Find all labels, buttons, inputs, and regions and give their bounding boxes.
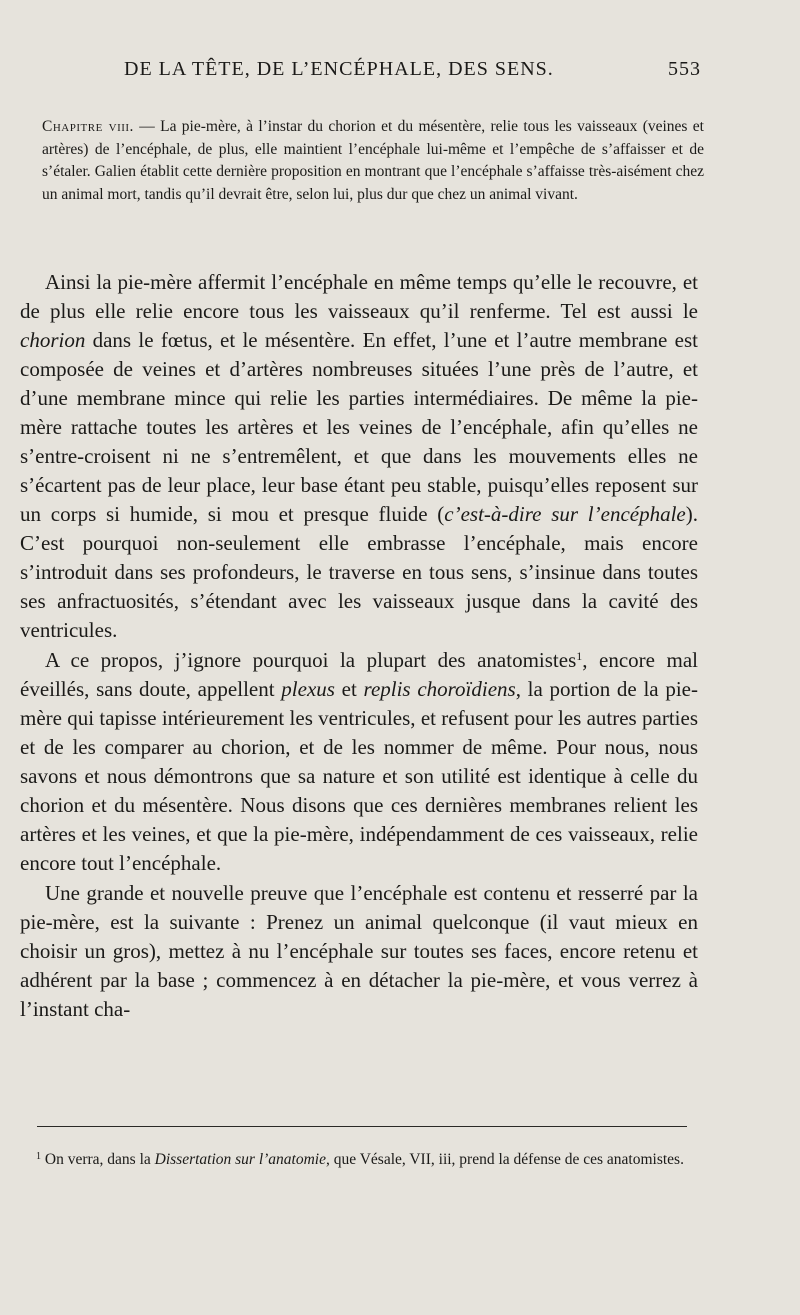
footnote-reference[interactable]: 1 bbox=[576, 649, 583, 663]
paragraph-3: Une grande et nouvelle preuve que l’encéphale est contenu et resserré par la pie-mère, est la suivante : Prenez un animal quelconque (il vaut mieux en choisir un gros), mettez à nu l’encéphale sur toutes ses faces, encore retenu et adhérent par la base ; commencez à en détacher la pie-mère, et vous verrez à l’instant cha- bbox=[20, 881, 698, 1021]
p2-et: et bbox=[334, 677, 364, 701]
running-head bbox=[0, 58, 800, 88]
p1-text-b: dans le fœtus, et le mésentère. En effet, l’une et l’autre membrane est composée de veines et d’artères nombreuses situées l’une près de l’autre, et d’une membrane mince qui relie les parties intermédiaires. De même la pie-mère rattache toutes les artères et les veines de l’encéphale, afin qu’elles ne s’entre-croisent ni ne s’entremêlent, et que dans les mouvements elles ne s’écartent pas de leur place, leur base étant peu stable, puisqu’elles reposent sur un corps si humide, si mou et presque fluide ( bbox=[20, 328, 698, 526]
p1-gloss: c’est-à-dire sur l’encéphale bbox=[444, 502, 686, 526]
footnote-divider bbox=[37, 1126, 687, 1127]
running-title: DE LA TÊTE, DE L’ENCÉPHALE, DES SENS. bbox=[124, 58, 554, 80]
p1-text-a: Ainsi la pie-mère affermit l’encéphale en même temps qu’elle le recouvre, et de plus elle relie encore tous les vaisseaux qu’il renferme. Tel est aussi le bbox=[20, 270, 698, 323]
summary-text: — La pie-mère, à l’instar du chorion et du mésentère, relie tous les vaisseaux (veines et artères) de l’encéphale, de plus, elle maintient l’encéphale lui-même et l’empêche de s’affaisser et de s’étaler. Galien établit cette dernière proposition en montrant que l’encéphale s’affaisse très-aisément chez un animal mort, tandis qu’il devrait être, selon lui, plus dur que chez un animal vivant. bbox=[42, 118, 704, 203]
body-text bbox=[20, 268, 698, 1024]
p2-text-a: A ce propos, j’ignore pourquoi la plupart des anatomistes bbox=[45, 648, 577, 672]
paragraph-2 bbox=[20, 646, 698, 878]
page-number: 553 bbox=[668, 58, 701, 80]
footnote bbox=[36, 1148, 696, 1171]
p2-replis: replis choroïdiens bbox=[363, 677, 516, 701]
p2-plexus: plexus bbox=[281, 677, 335, 701]
p2-text-b: , encore mal éveillés, sans doute, appellent bbox=[20, 648, 698, 701]
footnote-marker: 1 bbox=[36, 1151, 41, 1162]
p1-chorion: chorion bbox=[20, 328, 86, 352]
chapter-label: Chapitre viii. bbox=[42, 118, 134, 135]
chapter-summary bbox=[42, 116, 704, 206]
footnote-title: Dissertation sur l’anatomie bbox=[154, 1151, 326, 1168]
paragraph-1 bbox=[20, 268, 698, 645]
p1-text-c: ). C’est pourquoi non-seulement elle embrasse l’encéphale, mais encore s’introduit dans ses profondeurs, le traverse en tous sens, s’insinue dans toutes ses anfractuosités, s’étendant avec les vaisseaux jusque dans la cavité des ventricules. bbox=[20, 502, 699, 642]
footnote-text-a: On verra, dans la bbox=[41, 1151, 155, 1168]
p2-text-c: , la portion de la pie-mère qui tapisse intérieurement les ventricules, et refusent pour les autres parties et de les comparer au chorion, et de les nommer de même. Pour nous, nous savons et nous démontrons que sa nature et son utilité est identique à celle du chorion et du mésentère. Nous disons que ces dernières membranes relient les artères et les veines, et que la pie-mère, indépendamment de ces vaisseaux, relie encore tout l’encéphale. bbox=[20, 677, 698, 875]
footnote-text-b: , que Vésale, VII, iii, prend la défense de ces anatomistes. bbox=[326, 1151, 684, 1168]
